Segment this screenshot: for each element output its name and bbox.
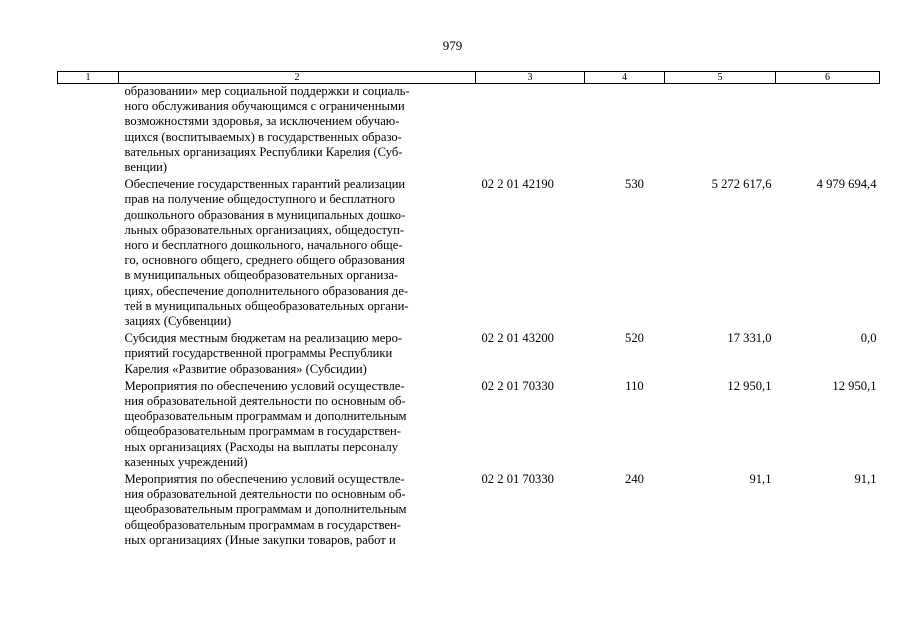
target-code: 02 2 01 42190 (481, 177, 554, 192)
target-code: 02 2 01 43200 (481, 331, 554, 346)
amount-col5: 5 272 617,6 (711, 177, 772, 192)
column-header-6: 6 (776, 72, 880, 84)
amount-col5 (665, 84, 776, 178)
item-description (119, 177, 476, 331)
description-line: ных организациях (Расходы на выплаты персоналу (124, 439, 399, 454)
table-row (58, 84, 880, 178)
description-line: Мероприятия по обеспечению условий осуществле- (124, 378, 405, 393)
column-number-row (58, 72, 880, 84)
description-line: общеобразовательным программам в государствен- (124, 517, 401, 532)
target-code (476, 84, 585, 178)
amount-col6: 0,0 (860, 331, 877, 346)
description-line: зациях (Субвенции) (124, 314, 232, 329)
target-code: 02 2 01 70330 (481, 378, 554, 393)
column-header-1: 1 (58, 72, 119, 84)
expense-type (585, 84, 665, 178)
amount-col6 (776, 84, 880, 178)
description-line: ного обслуживания обучающимся с ограниченными (124, 99, 405, 114)
table-row (58, 379, 880, 472)
amount-col6: 12 950,1 (832, 378, 877, 393)
row-index-cell (58, 331, 119, 379)
description-line: Карелия «Развитие образования» (Субсидии) (124, 361, 367, 376)
table-row (58, 331, 880, 379)
expense-type: 530 (625, 177, 644, 192)
target-code: 02 2 01 70330 (481, 472, 554, 487)
column-header-2: 2 (119, 72, 476, 84)
amount-col5: 17 331,0 (727, 331, 772, 346)
column-header-3: 3 (476, 72, 585, 84)
description-line: щихся (воспитываемых) в государственных образо- (124, 129, 402, 144)
description-line: ния образовательной деятельности по основным об- (124, 394, 406, 409)
description-line: Субсидия местным бюджетам на реализацию меро- (124, 331, 403, 346)
amount-col5: 12 950,1 (727, 378, 772, 393)
description-line: дошкольного образования в муниципальных дошко- (124, 207, 406, 222)
description-line: тей в муниципальных общеобразовательных органи- (124, 298, 409, 313)
description-line: ного и бесплатного дошкольного, начального обще- (124, 238, 403, 253)
amount-col6: 4 979 694,4 (816, 177, 877, 192)
item-description (119, 472, 476, 550)
description-line: щеобразовательным программам и дополнительным (124, 502, 407, 517)
row-index-cell (58, 472, 119, 550)
item-description (119, 84, 476, 178)
description-line: казенных учреждений) (124, 454, 248, 469)
amount-col5: 91,1 (749, 472, 772, 487)
description-line: возможностями здоровья, за исключением обучаю- (124, 114, 400, 129)
row-index-cell (58, 379, 119, 472)
description-line: Обеспечение государственных гарантий реализации (124, 177, 406, 192)
page-number: 979 (442, 38, 463, 53)
row-index-cell (58, 84, 119, 178)
description-line: циях, обеспечение дополнительного образования де- (124, 283, 409, 298)
description-line: в муниципальных общеобразовательных организа- (124, 268, 399, 283)
item-description (119, 379, 476, 472)
description-line: ния образовательной деятельности по основным об- (124, 487, 406, 502)
description-line: го, основного общего, среднего общего образования (124, 253, 405, 268)
column-header-4: 4 (585, 72, 665, 84)
table-body (58, 84, 880, 551)
description-line: щеобразовательным программам и дополнительным (124, 409, 407, 424)
description-line: образовании» мер социальной поддержки и социаль- (124, 84, 410, 98)
description-line: приятий государственной программы Республики (124, 346, 393, 361)
expense-type: 110 (625, 378, 644, 393)
amount-col6: 91,1 (854, 472, 877, 487)
budget-table (57, 71, 880, 550)
table-row (58, 472, 880, 550)
description-line: венции) (124, 160, 168, 175)
item-description (119, 331, 476, 379)
expense-type: 240 (625, 472, 644, 487)
column-header-5: 5 (665, 72, 776, 84)
table-row (58, 177, 880, 331)
description-line: ных организациях (Иные закупки товаров, работ и (124, 532, 396, 547)
description-line: прав на получение общедоступного и бесплатного (124, 192, 396, 207)
row-index-cell (58, 177, 119, 331)
description-line: вательных организациях Республики Карелия (Суб- (124, 144, 403, 159)
description-line: общеобразовательным программам в государствен- (124, 424, 401, 439)
description-line: льных образовательных организациях, общедоступ- (124, 222, 405, 237)
description-line: Мероприятия по обеспечению условий осуществле- (124, 472, 405, 487)
expense-type: 520 (625, 331, 644, 346)
